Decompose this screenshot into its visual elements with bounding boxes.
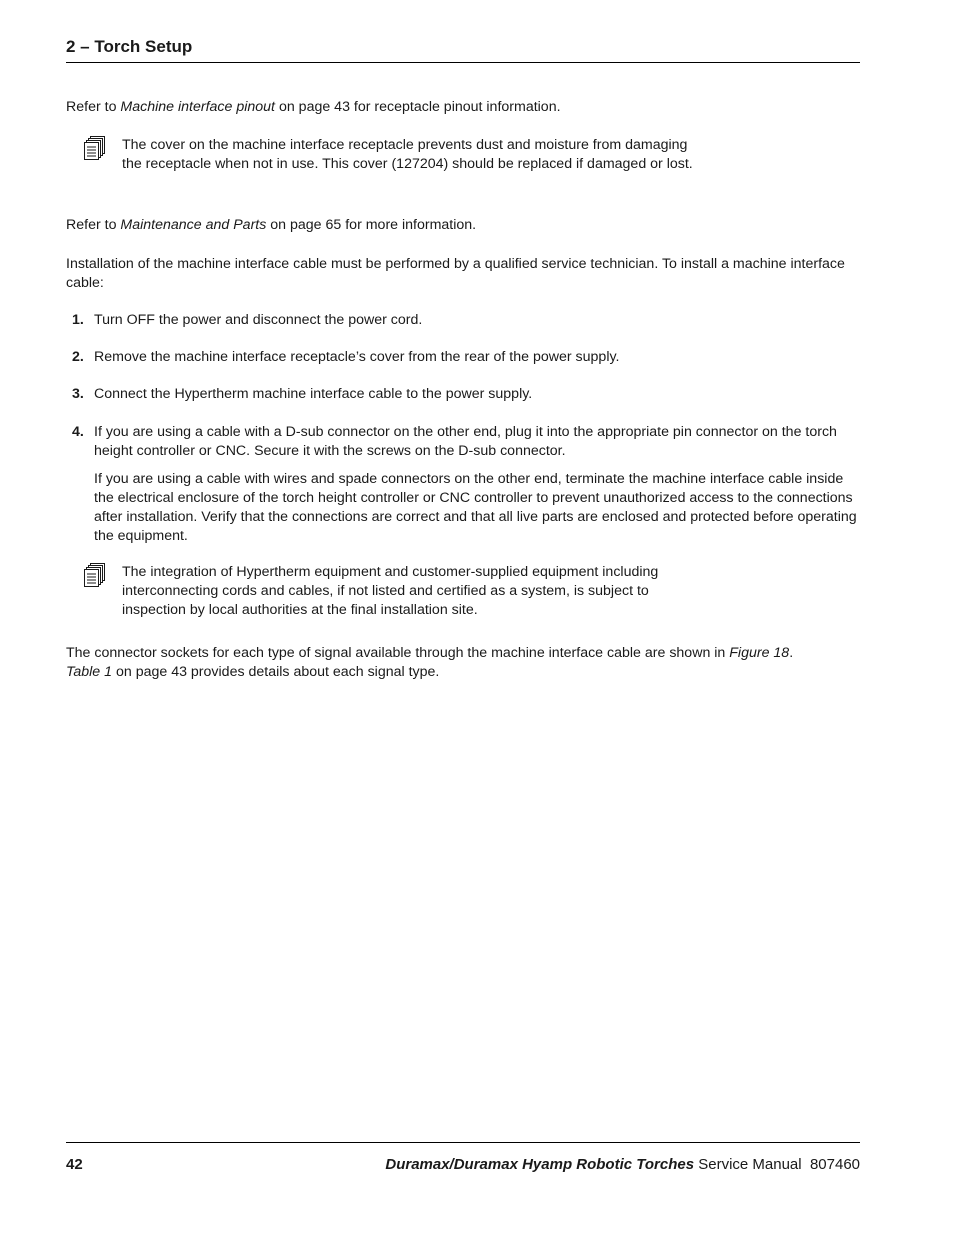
text: on page 43 provides details about each signal type. bbox=[112, 664, 440, 680]
step-number: 2. bbox=[72, 349, 84, 365]
text: . bbox=[789, 645, 794, 661]
text: The connector sockets for each type of signal available through the machine interface cable are shown in bbox=[66, 645, 730, 661]
step-extra-text: If you are using a cable with wires and spade connectors on the other end, terminate the machine interface cable inside the electrical enclosure of the torch height controller or CNC controller to prevent unauthorized access to the connections after installation. Verify that the connections are correct and that all live parts are enclosed and protected before operating the equipment. bbox=[94, 471, 857, 544]
manual-info bbox=[385, 1155, 860, 1174]
note-icon bbox=[84, 136, 106, 162]
paragraph-installation: Installation of the machine interface cable must be performed by a qualified service technician. To install a machine interface cable: bbox=[66, 256, 845, 291]
step-number: 1. bbox=[72, 312, 84, 328]
manual-title: Duramax/Duramax Hyamp Robotic Torches bbox=[385, 1156, 695, 1173]
text: Refer to bbox=[66, 217, 121, 233]
text: Refer to bbox=[66, 99, 121, 115]
step-number: 4. bbox=[72, 424, 84, 440]
manual-suffix: Service Manual 807460 bbox=[694, 1156, 860, 1173]
link-table-1[interactable]: Table 1 bbox=[66, 664, 113, 680]
paragraph-maintenance-ref bbox=[66, 216, 860, 235]
section-title: 2 – Torch Setup bbox=[66, 37, 193, 56]
link-maintenance-and-parts[interactable]: Maintenance and Parts bbox=[120, 217, 267, 233]
text: on page 43 for receptacle pinout information. bbox=[275, 99, 561, 115]
step-text: If you are using a cable with a D-sub connector on the other end, plug it into the appropriate pin connector on the torch height controller or CNC. Secure it with the screws on the D-sub connector. bbox=[94, 424, 837, 459]
step-text: Turn OFF the power and disconnect the power cord. bbox=[94, 312, 423, 328]
note-icon bbox=[84, 563, 106, 589]
page-header bbox=[66, 36, 860, 63]
paragraph-connector-sockets bbox=[66, 644, 860, 682]
paragraph-receptacle-ref bbox=[66, 98, 860, 117]
page-number: 42 bbox=[66, 1156, 83, 1173]
text: on page 65 for more information. bbox=[266, 217, 477, 233]
step-text: Connect the Hypertherm machine interface cable to the power supply. bbox=[94, 386, 533, 402]
step-text: Remove the machine interface receptacle’s cover from the rear of the power supply. bbox=[94, 349, 620, 365]
step-number: 3. bbox=[72, 386, 84, 402]
link-figure-18[interactable]: Figure 18 bbox=[729, 645, 790, 661]
link-machine-interface-pinout[interactable]: Machine interface pinout bbox=[120, 99, 276, 115]
page-footer bbox=[66, 1142, 860, 1174]
note-text: The cover on the machine interface receptacle prevents dust and moisture from damaging the receptacle when not in use. This cover (127204) should be replaced if damaged or lost. bbox=[122, 137, 693, 172]
note-text: The integration of Hypertherm equipment and customer-supplied equipment including interconnecting cords and cables, if not listed and certified as a system, is subject to inspection by local authorities at the final installation site. bbox=[122, 564, 659, 618]
